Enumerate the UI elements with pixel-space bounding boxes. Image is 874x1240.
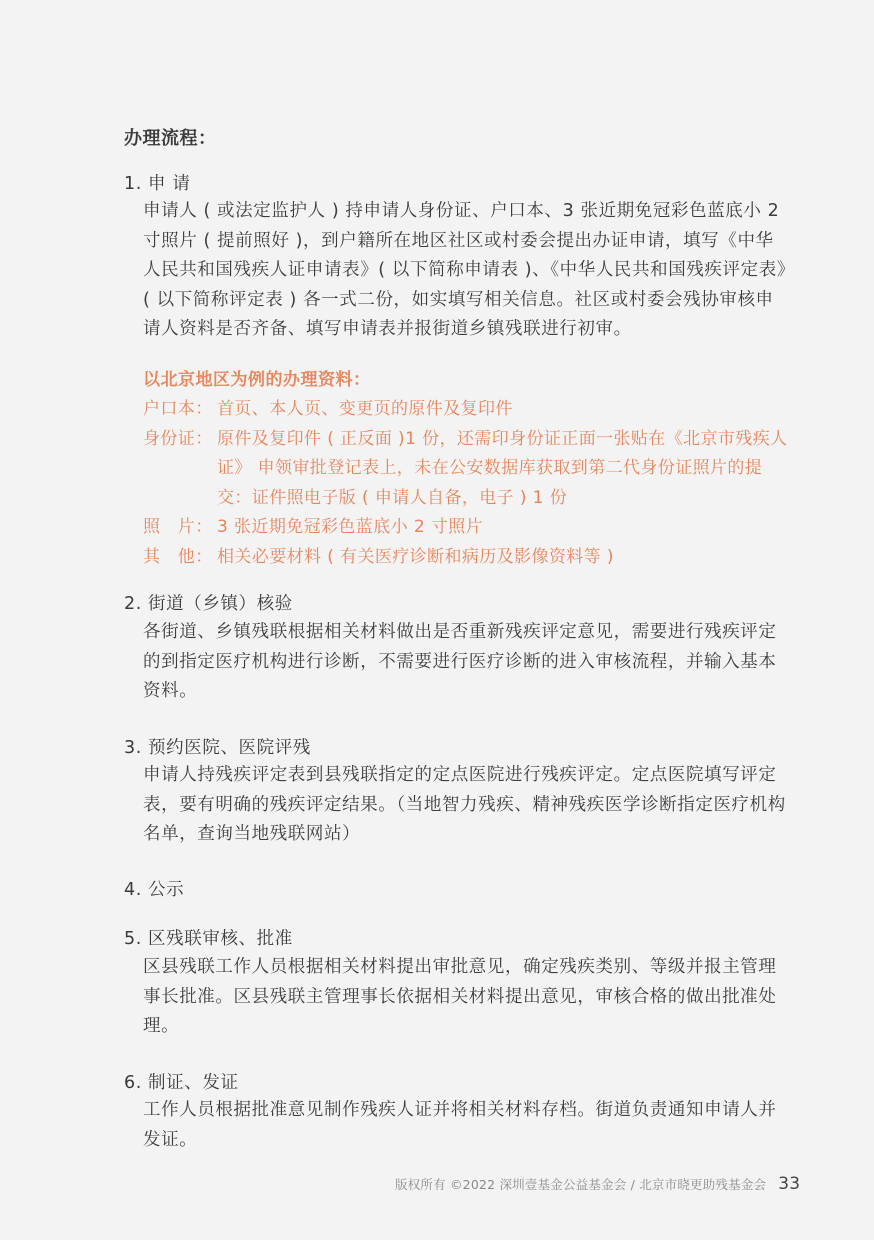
material-text: 首页、本人页、变更页的原件及复印件 <box>217 399 513 419</box>
step-3-title: 3. 预约医院、医院评残 <box>124 738 311 758</box>
step-2-title: 2. 街道（乡镇）核验 <box>124 594 293 614</box>
step-1-title: 1. 申 请 <box>124 174 191 194</box>
material-text: 3 张近期免冠彩色蓝底小 2 寸照片 <box>217 517 484 537</box>
material-item-photo <box>143 513 803 543</box>
material-item-hukou <box>143 395 803 425</box>
material-label: 身份证： <box>143 428 213 449</box>
step-5-body: 区县残联工作人员根据相关材料提出审批意见，确定残疾类别、等级并报主管理事长批准。区县残联主管理事长依据相关材料提出意见，审核合格的做出批准处理。 <box>143 957 777 1036</box>
material-text: 原件及复印件 ( 正反面 )1 份，还需印身份证正面一张贴在《北京市残疾人证》 申领审批登记表上，未在公安数据库获取到第二代身份证照片的提交：证件照电子版 ( 申请人自备，电子 ) 1 份 <box>217 428 788 508</box>
step-6-title: 6. 制证、发证 <box>124 1073 239 1093</box>
material-label: 其 他： <box>143 546 213 567</box>
step-6-body: 工作人员根据批准意见制作残疾人证并将相关材料存档。街道负责通知申请人并发证。 <box>143 1100 777 1150</box>
copyright-text: 版权所有 ©2022 深圳壹基金公益基金会 / 北京市晓更助残基金会 <box>395 1177 767 1192</box>
step-3-body: 申请人持残疾评定表到县残联指定的定点医院进行残疾评定。定点医院填写评定表，要有明确的残疾评定结果。（当地智力残疾、精神残疾医学诊断指定医疗机构名单，查询当地残联网站） <box>143 765 786 844</box>
step-4-title: 4. 公示 <box>124 880 185 900</box>
material-item-other <box>143 543 803 573</box>
page-footer <box>395 1174 800 1194</box>
section-heading: 办理流程： <box>124 128 217 149</box>
material-label: 户口本： <box>143 399 213 419</box>
material-item-id-card <box>143 425 803 514</box>
step-5-title: 5. 区残联审核、批准 <box>124 929 293 949</box>
step-1-body: 申请人 ( 或法定监护人 ) 持申请人身份证、户口本、3 张近期免冠彩色蓝底小 2 寸照片 ( 提前照好 )，到户籍所在地区社区或村委会提出办证申请，填写《中华人民共和国残疾人证申请表》( 以下简称申请表 )、《中华人民共和国残疾评定表》( 以下简称评定表 ) 各一式二份，如实填写相关信息。社区或村委会残协审核申请人资料是否齐备、填写申请表并报街道乡镇残联进行初审。 <box>143 201 787 339</box>
material-text: 相关必要材料 ( 有关医疗诊断和病历及影像资料等 ) <box>217 546 614 567</box>
materials-title: 以北京地区为例的办理资料： <box>143 370 371 390</box>
page-number: 33 <box>778 1174 801 1194</box>
step-2-body: 各街道、乡镇残联根据相关材料做出是否重新残疾评定意见，需要进行残疾评定的到指定医疗机构进行诊断，不需要进行医疗诊断的进入审核流程，并输入基本资料。 <box>143 622 777 701</box>
material-label: 照 片： <box>143 517 213 537</box>
materials-block <box>143 367 803 572</box>
